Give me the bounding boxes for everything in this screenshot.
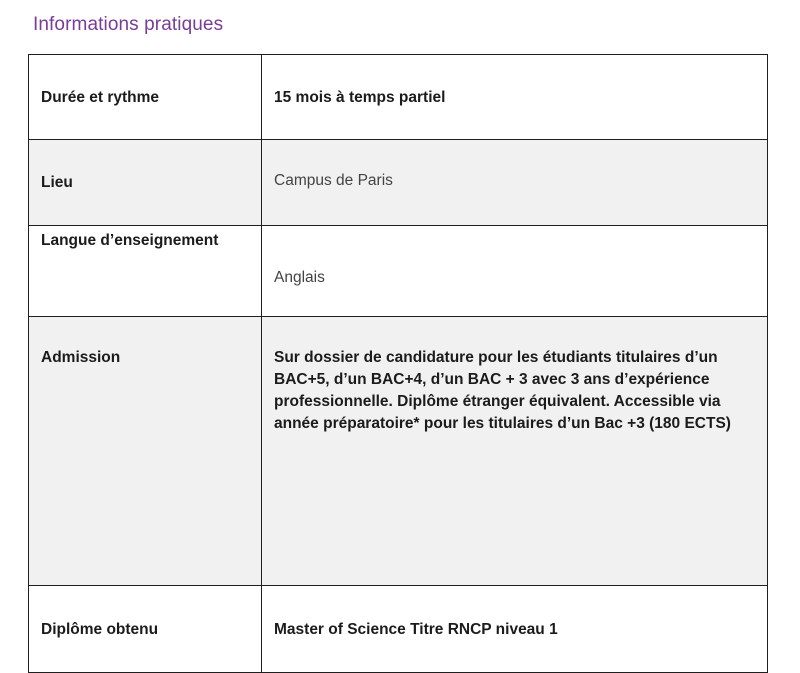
row-value <box>262 586 768 673</box>
row-value <box>262 140 768 226</box>
row-value <box>262 55 768 140</box>
row-value <box>262 226 768 317</box>
info-table <box>28 54 768 673</box>
row-label <box>29 55 262 140</box>
table-row-duree <box>29 55 768 140</box>
table-row-diplome <box>29 586 768 673</box>
table-row-admission <box>29 317 768 586</box>
row-label <box>29 140 262 226</box>
row-label <box>29 226 262 317</box>
row-label-text: Lieu <box>41 174 73 191</box>
row-label <box>29 586 262 673</box>
table-row-langue <box>29 226 768 317</box>
table-row-lieu <box>29 140 768 226</box>
row-label-text: Durée et rythme <box>41 88 160 106</box>
row-label-text: Admission <box>41 349 121 366</box>
row-value-text: Campus de Paris <box>274 172 393 189</box>
row-label <box>29 317 262 586</box>
row-value <box>262 317 768 586</box>
row-label-text: Langue d’enseignement <box>41 232 219 249</box>
row-value-text: Sur dossier de candidature pour les étudiants titulaires d’un BAC+5, d’un BAC+4, d’un BAC + 3 avec 3 ans d’expérience professionnelle. Diplôme étranger équivalent. Accessible via année préparatoire* pour les titulaires d’un Bac +3 (180 ECTS) <box>274 349 731 432</box>
row-value-text: 15 mois à temps partiel <box>274 88 446 106</box>
row-value-text: Anglais <box>274 268 325 286</box>
row-label-text: Diplôme obtenu <box>41 620 159 638</box>
row-value-text: Master of Science Titre RNCP niveau 1 <box>274 620 558 638</box>
section-title: Informations pratiques <box>33 14 224 35</box>
